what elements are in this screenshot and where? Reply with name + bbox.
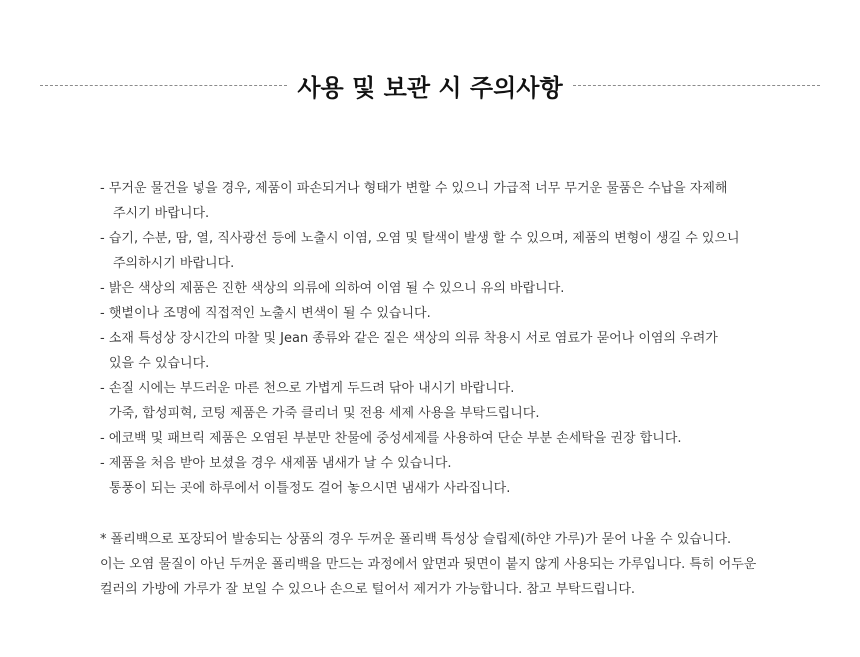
note-line: - 무거운 물건을 넣을 경우, 제품이 파손되거나 형태가 변할 수 있으니 가급적 너무 무거운 물품은 수납을 자제해 <box>100 181 728 196</box>
note-line: - 소재 특성상 장시간의 마찰 및 Jean 종류와 같은 짙은 색상의 의류 착용시 서로 염료가 묻어나 이염의 우려가 <box>100 331 718 346</box>
right-dashed-divider <box>573 85 820 86</box>
page-title: 사용 및 보관 시 주의사항 <box>297 73 563 102</box>
footnote-line: * 폴리백으로 포장되어 발송되는 상품의 경우 두꺼운 폴리백 특성상 슬립제(하얀 가루)가 묻어 나올 수 있습니다. <box>100 532 732 547</box>
note-line: 주시기 바랍니다. <box>113 206 210 221</box>
note-line: - 에코백 및 패브릭 제품은 오염된 부분만 찬물에 중성세제를 사용하여 단순 부분 손세탁을 권장 합니다. <box>100 431 682 446</box>
note-line: 가죽, 합성피혁, 코팅 제품은 가죽 클리너 및 전용 세제 사용을 부탁드립니다. <box>109 406 540 421</box>
polybag-footnote <box>100 527 800 602</box>
note-line: 있을 수 있습니다. <box>109 356 210 371</box>
title-row <box>40 62 820 108</box>
note-line: 주의하시기 바랍니다. <box>113 256 235 271</box>
footnote-line: 컬러의 가방에 가루가 잘 보일 수 있으나 손으로 털어서 제거가 가능합니다. 참고 부탁드립니다. <box>100 582 636 597</box>
note-line: 통풍이 되는 곳에 하루에서 이틀정도 걸어 놓으시면 냄새가 사라집니다. <box>109 481 511 496</box>
footnote-line: 이는 오염 물질이 아닌 두꺼운 폴리백을 만드는 과정에서 앞면과 뒷면이 붙지 않게 사용되는 가루입니다. 특히 어두운 <box>100 557 757 572</box>
note-line: - 햇볕이나 조명에 직접적인 노출시 변색이 될 수 있습니다. <box>100 306 431 321</box>
note-line: - 밝은 색상의 제품은 진한 색상의 의류에 의하여 이염 될 수 있으니 유의 바랍니다. <box>100 281 565 296</box>
note-line: - 습기, 수분, 땀, 열, 직사광선 등에 노출시 이염, 오염 및 탈색이 발생 할 수 있으며, 제품의 변형이 생길 수 있으니 <box>100 231 740 246</box>
note-line: - 제품을 처음 받아 보셨을 경우 새제품 냄새가 날 수 있습니다. <box>100 456 452 471</box>
care-notes-list <box>100 176 800 501</box>
left-dashed-divider <box>40 85 287 86</box>
note-line: - 손질 시에는 부드러운 마른 천으로 가볍게 두드려 닦아 내시기 바랍니다. <box>100 381 515 396</box>
